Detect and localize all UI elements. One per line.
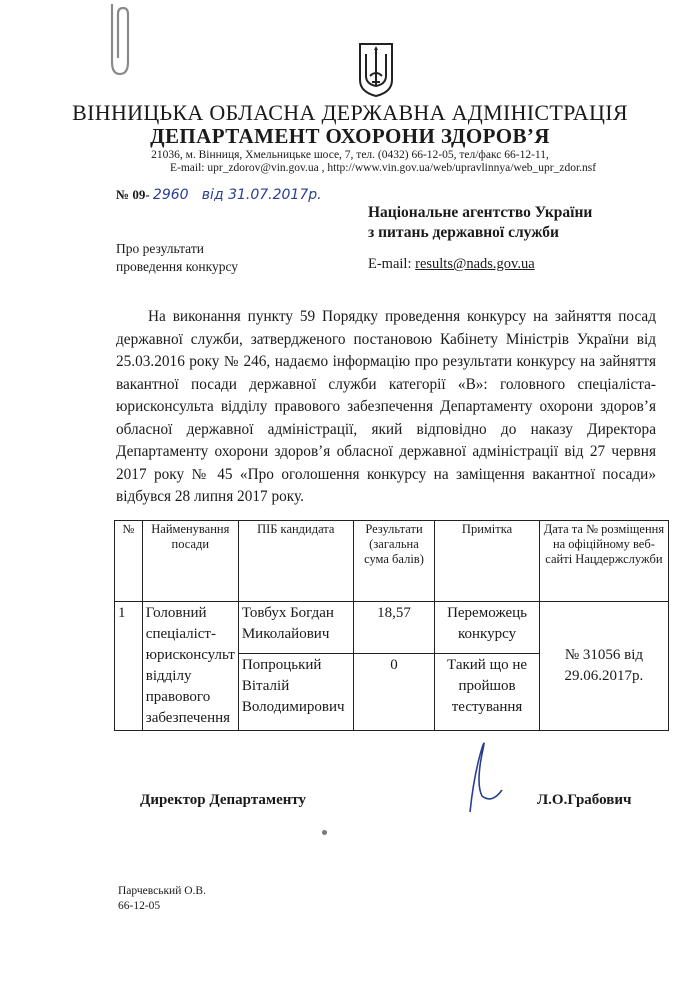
signatory-name: Л.О.Грабович bbox=[537, 792, 632, 808]
header-date: Дата та № розміщення на офіційному веб-сайті Нацдержслужби bbox=[539, 521, 668, 602]
table-header-row bbox=[115, 521, 669, 602]
department-address: 21036, м. Вінниця, Хмельницьке шосе, 7, тел. (0432) 66-12-05, тел/факс 66-12-11, bbox=[151, 149, 549, 161]
candidate-name: Товбух Богдан Миколайович bbox=[238, 602, 353, 654]
recipient-email bbox=[368, 256, 535, 273]
letter-body-paragraph: На виконання пункту 59 Порядку проведення конкурсу на зайняття посад державної служби, затвердженого постановою Кабінету Міністрів України від 25.03.2016 року № 246, надаємо інформацію про результати конкурсу на зайняття вакантної посади державної служби категорії «В»: головного спеціаліста-юрисконсульта відділу правового забезпечення Департаменту охорони здоров’я обласної державної адміністрації, який відповідно до наказу Директора Департаменту охорони здоров’я обласної державної адміністрації від 27 червня 2017 року № 45 «Про оголошення конкурсу на заміщення вакантної посади» відбувся 28 липня 2017 року. bbox=[116, 308, 656, 505]
document-number-prefix: № 09- bbox=[116, 187, 150, 202]
position-cell: Головний спеціаліст-юрисконсульт відділу правового забезпечення bbox=[142, 602, 238, 731]
subject-line-2: проведення конкурсу bbox=[116, 259, 239, 274]
handwritten-number: 2960 bbox=[152, 187, 189, 203]
header-num: № bbox=[115, 521, 143, 602]
candidate-score: 18,57 bbox=[353, 602, 435, 654]
executor-block bbox=[118, 884, 206, 914]
candidate-note: Переможець конкурсу bbox=[435, 602, 540, 654]
recipient-block bbox=[368, 203, 592, 243]
results-table bbox=[114, 520, 669, 731]
subject-line-1: Про результати bbox=[116, 241, 204, 256]
recipient-email-label: E-mail: bbox=[368, 256, 416, 272]
header-note: Примітка bbox=[435, 521, 540, 602]
candidate-note: Такий що не пройшов тестування bbox=[435, 654, 540, 731]
header-name: ПІБ кандидата bbox=[238, 521, 353, 602]
executor-phone: 66-12-05 bbox=[118, 900, 161, 912]
handwritten-date: від 31.07.2017р. bbox=[201, 187, 322, 203]
recipient-email-link[interactable]: results@nads.gov.ua bbox=[415, 256, 535, 272]
signatory-title: Директор Департаменту bbox=[140, 792, 307, 808]
subject-block bbox=[116, 240, 238, 276]
department-name: ДЕПАРТАМЕНТ ОХОРОНИ ЗДОРОВ’Я bbox=[150, 124, 550, 148]
organization-name: ВІННИЦЬКА ОБЛАСНА ДЕРЖАВНА АДМІНІСТРАЦІЯ bbox=[72, 100, 628, 125]
header-result: Результати (загальна сума балів) bbox=[353, 521, 435, 602]
letter-body bbox=[116, 306, 656, 509]
paper-clip-icon bbox=[96, 0, 136, 80]
header-position: Найменування посади bbox=[142, 521, 238, 602]
publication-cell: № 31056 від 29.06.2017р. bbox=[539, 602, 668, 731]
executor-name: Парчевський О.В. bbox=[118, 885, 206, 897]
department-contacts: E-mail: upr_zdorov@vin.gov.ua , http://www.vin.gov.ua/web/upravlinnya/web_upr_zdor.nsf bbox=[170, 162, 597, 174]
row-number: 1 bbox=[115, 602, 143, 731]
scan-speck bbox=[322, 830, 327, 835]
candidate-score: 0 bbox=[353, 654, 435, 731]
handwritten-signature bbox=[452, 734, 512, 814]
table-row bbox=[115, 602, 669, 654]
trident-coat-of-arms-icon bbox=[358, 42, 394, 98]
candidate-name: Попроцький Віталій Володимирович bbox=[238, 654, 353, 731]
recipient-line-1: Національне агентство України bbox=[368, 204, 593, 221]
document-number bbox=[116, 187, 322, 203]
recipient-line-2: з питань державної служби bbox=[368, 224, 559, 241]
